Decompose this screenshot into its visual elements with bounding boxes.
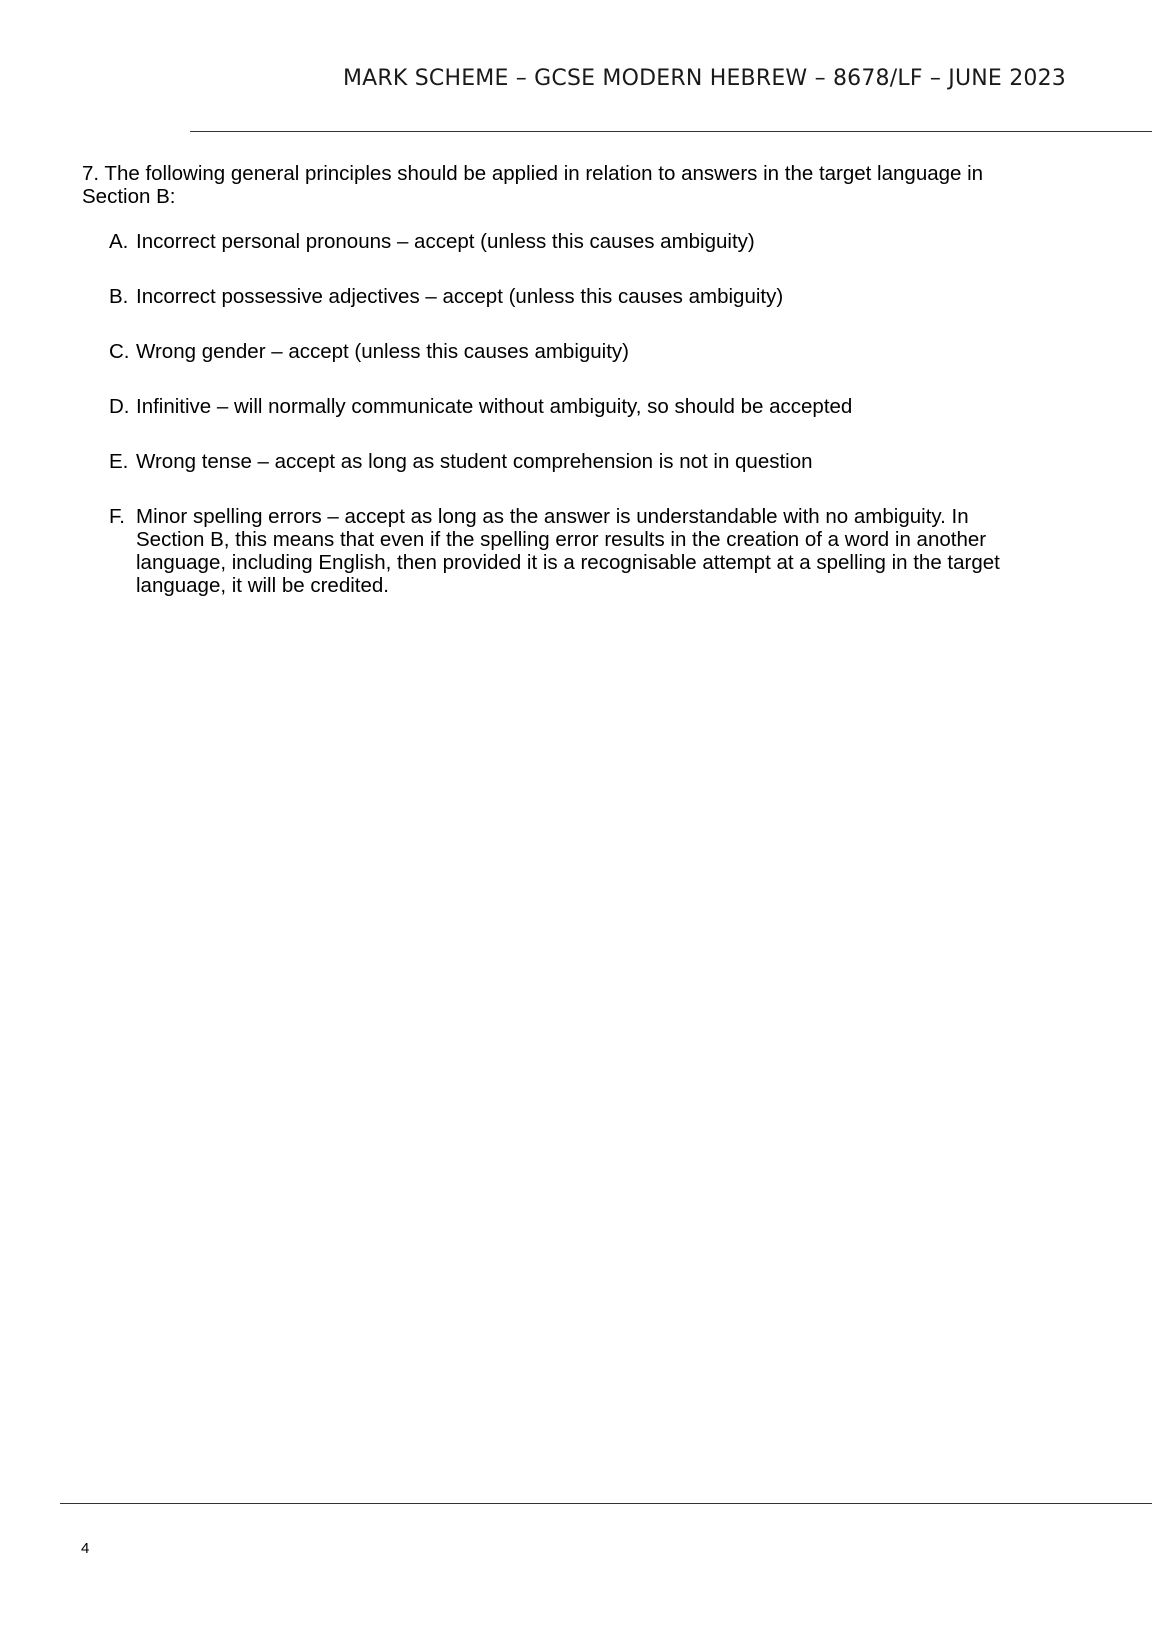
principle-item-c (109, 340, 1042, 363)
principle-text: Wrong tense – accept as long as student comprehension is not in question (136, 450, 813, 473)
principle-letter: F. (109, 505, 125, 528)
principles-list (82, 230, 1042, 597)
principle-letter: B. (109, 285, 129, 308)
principle-letter: C. (109, 340, 130, 363)
page-header-title: MARK SCHEME – GCSE MODERN HEBREW – 8678/LF – JUNE 2023 (342, 66, 1066, 91)
principle-text: Wrong gender – accept (unless this causes ambiguity) (136, 340, 630, 363)
principle-letter: D. (109, 395, 130, 418)
section-intro: 7. The following general principles should be applied in relation to answers in the target language in Section B: (82, 162, 984, 208)
principle-text: Incorrect personal pronouns – accept (unless this causes ambiguity) (136, 230, 755, 253)
principle-item-e (109, 450, 1042, 473)
principle-item-d (109, 395, 1042, 418)
principle-text: Minor spelling errors – accept as long as the answer is understandable with no ambiguity. In Section B, this means that even if the spelling error results in the creation of a word in another language, including English, then provided it is a recognisable attempt at a spelling in the target language, it will be credited. (136, 505, 1000, 597)
principle-item-b (109, 285, 1042, 308)
principle-letter: E. (109, 450, 129, 473)
principle-text: Infinitive – will normally communicate without ambiguity, so should be accepted (136, 395, 853, 418)
principle-text: Incorrect possessive adjectives – accept (unless this causes ambiguity) (136, 285, 784, 308)
principle-item-a (109, 230, 1042, 253)
principle-letter: A. (109, 230, 129, 253)
header-divider (190, 131, 1152, 132)
principle-item-f (109, 505, 1042, 597)
footer-divider (60, 1503, 1152, 1504)
page-number: 4 (81, 1540, 90, 1557)
principles-section (82, 162, 1042, 629)
